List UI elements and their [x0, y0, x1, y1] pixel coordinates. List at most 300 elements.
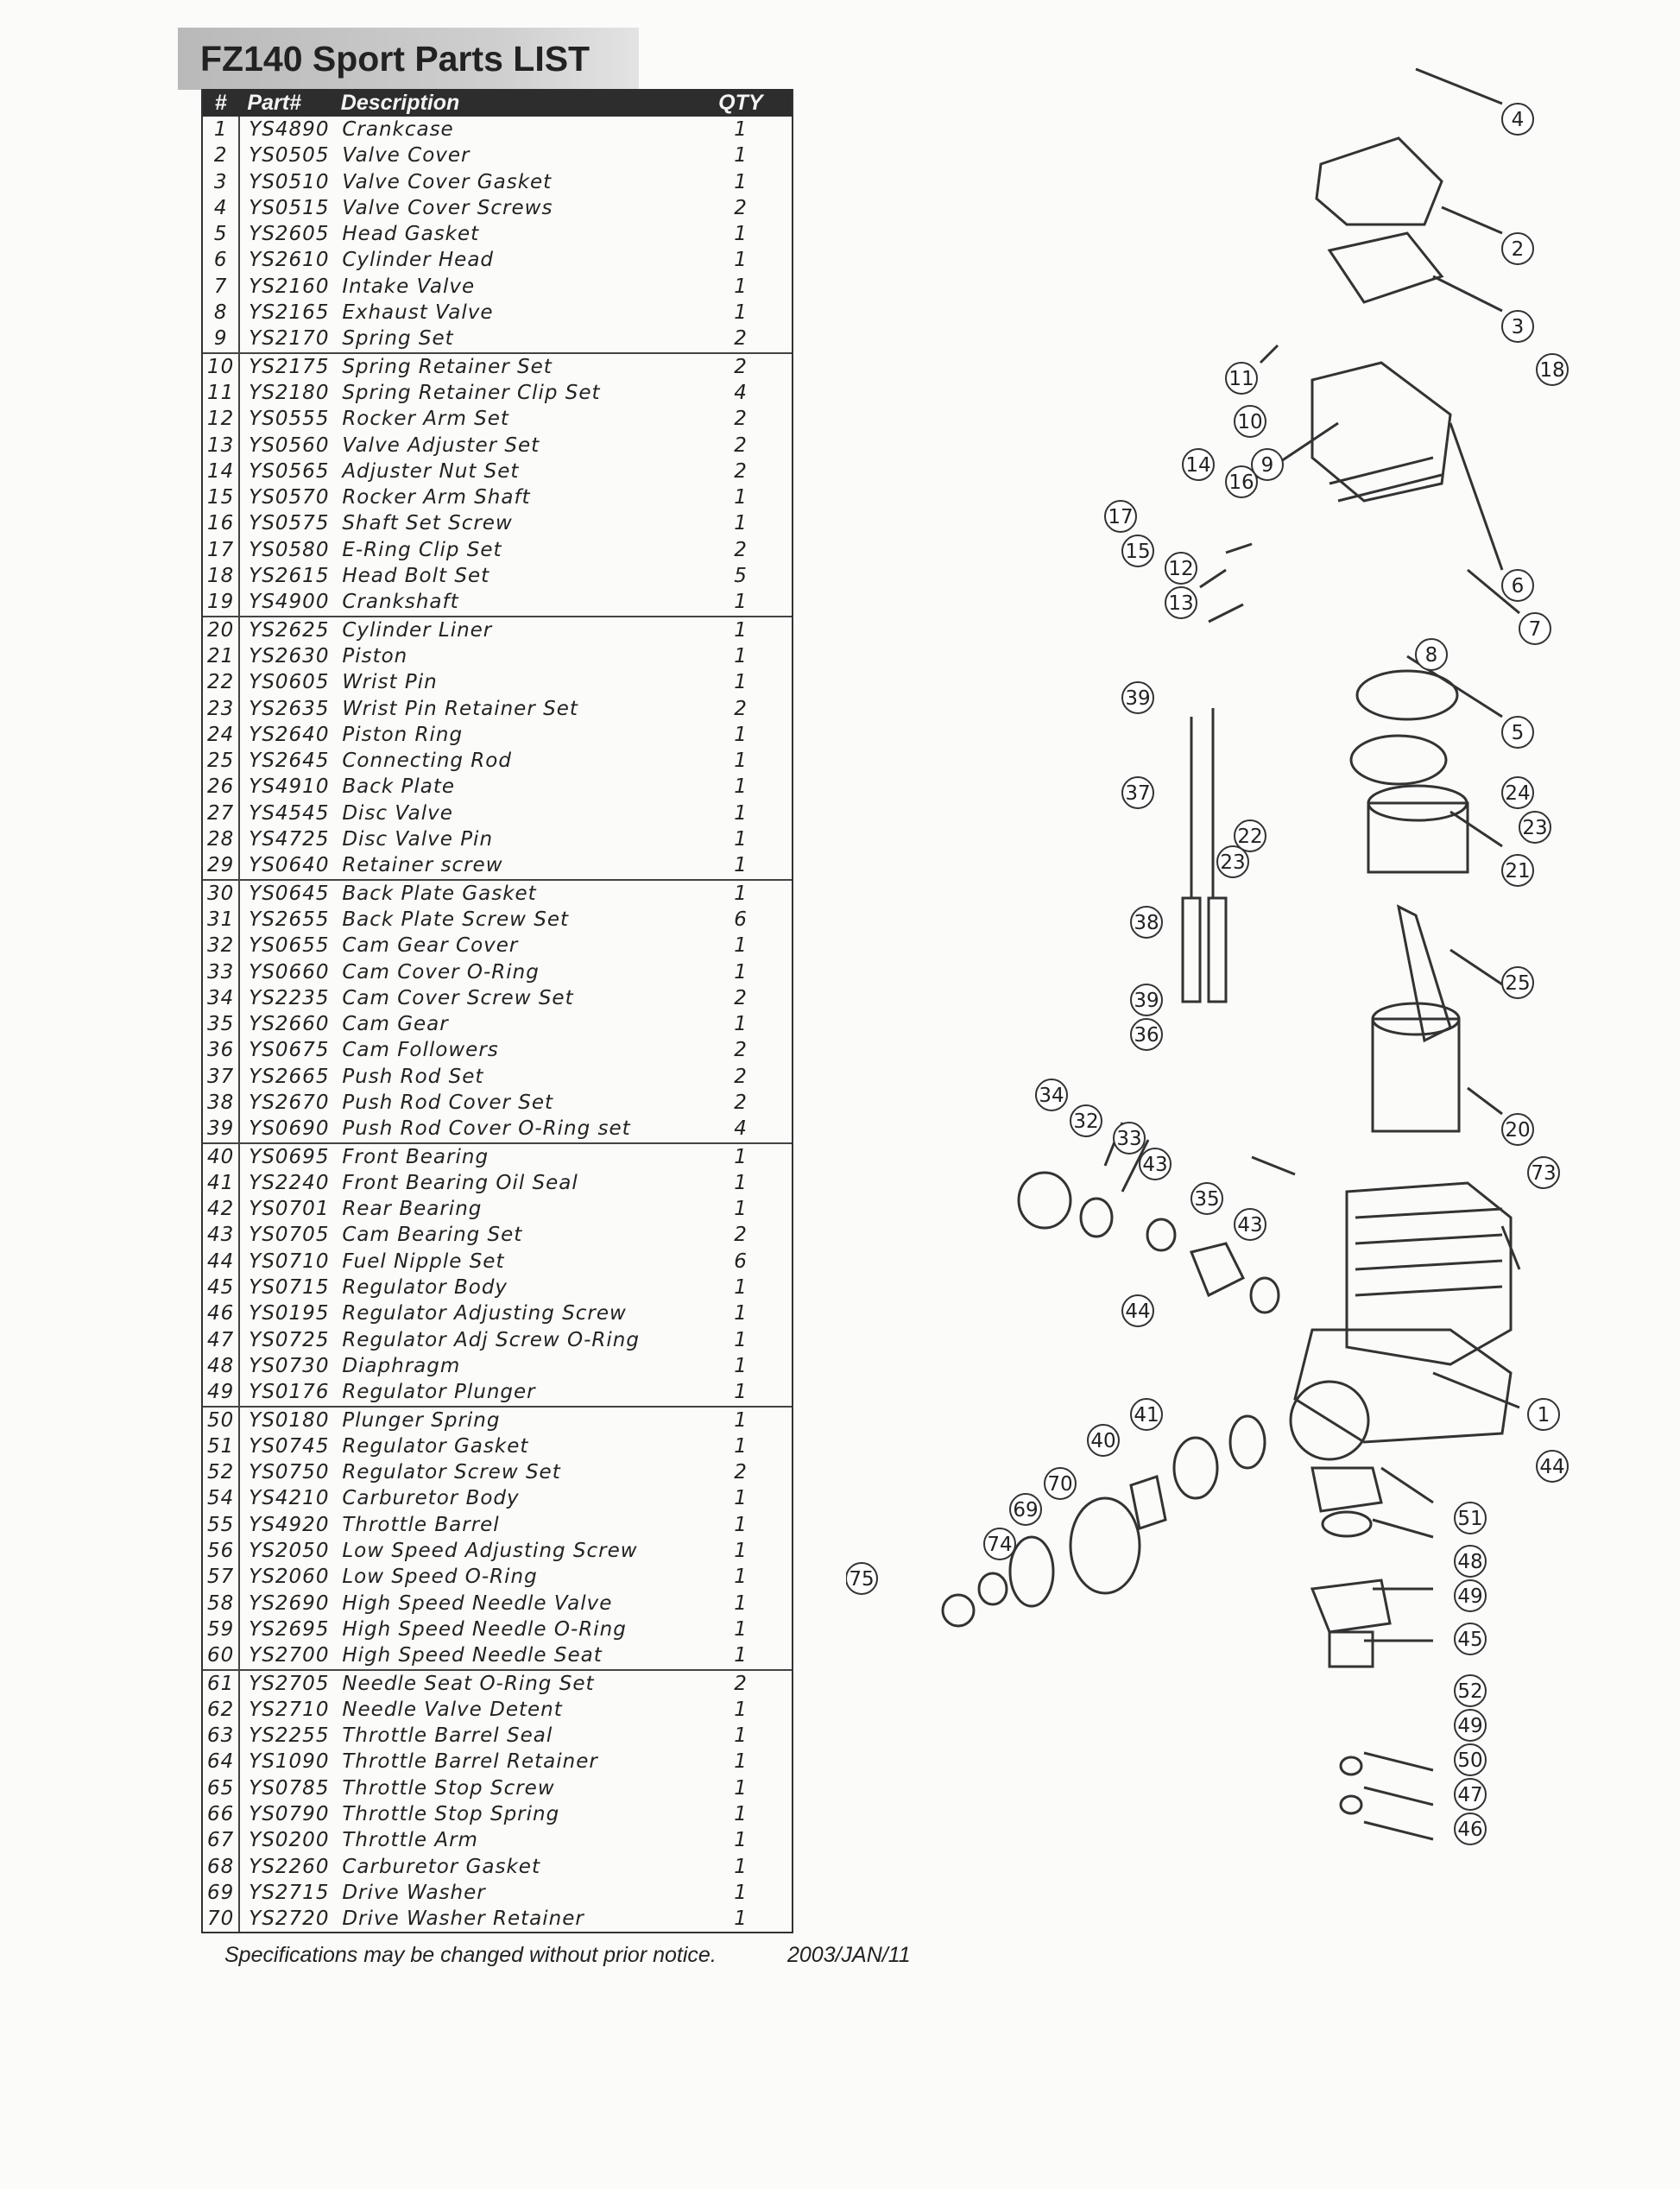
row-quantity: 1 [734, 1591, 748, 1615]
table-row [203, 459, 792, 484]
row-description: Regulator Adjusting Screw [342, 1302, 627, 1325]
row-description: Front Bearing [342, 1145, 489, 1168]
row-number: 49 [203, 1379, 240, 1405]
row-quantity: 1 [734, 934, 748, 958]
row-description: Throttle Barrel Retainer [342, 1750, 598, 1774]
callout-label: 14 [1185, 454, 1211, 477]
row-description: Low Speed Adjusting Screw [342, 1540, 638, 1563]
row-number: 70 [203, 1906, 240, 1932]
table-row [203, 563, 792, 589]
row-part-number: YS2605 [249, 223, 330, 246]
callout-label: 22 [1237, 826, 1263, 848]
row-number: 15 [203, 484, 240, 510]
table-header [203, 89, 792, 117]
row-quantity: 1 [734, 1434, 748, 1458]
table-row [203, 1300, 792, 1326]
row-part-number: YS2635 [249, 697, 330, 720]
row-quantity: 6 [734, 908, 748, 931]
row-description: Connecting Rod [342, 750, 512, 773]
row-description: Spring Retainer Set [342, 355, 553, 378]
row-number: 35 [203, 1011, 240, 1037]
row-description: Back Plate Screw Set [342, 908, 570, 931]
table-row [203, 1485, 792, 1511]
row-part-number: YS0570 [249, 486, 330, 509]
row-quantity: 2 [734, 408, 748, 431]
row-part-number: YS0176 [249, 1381, 330, 1404]
row-part-number: YS0575 [249, 512, 330, 535]
callout-label: 12 [1168, 558, 1194, 580]
row-number: 21 [203, 643, 240, 669]
row-description: Drive Washer [342, 1881, 486, 1904]
row-part-number: YS0180 [249, 1408, 330, 1432]
callout-label: 8 [1424, 644, 1438, 667]
callout-label: 49 [1457, 1585, 1483, 1608]
table-row [203, 1459, 792, 1485]
row-number: 63 [203, 1723, 240, 1749]
callout-label: 75 [849, 1568, 875, 1591]
row-description: Diaphragm [342, 1354, 461, 1377]
callout-label: 4 [1511, 109, 1525, 131]
row-quantity: 2 [734, 1039, 748, 1062]
row-quantity: 1 [734, 1907, 748, 1931]
row-number: 38 [203, 1090, 240, 1116]
row-description: Head Bolt Set [342, 565, 490, 588]
row-part-number: YS2655 [249, 908, 330, 931]
table-row [203, 433, 792, 459]
table-row [203, 1116, 792, 1143]
row-number: 65 [203, 1775, 240, 1801]
row-number: 33 [203, 959, 240, 985]
row-description: Cylinder Head [342, 249, 495, 272]
row-quantity: 1 [734, 1198, 748, 1221]
row-description: Back Plate [342, 775, 455, 799]
row-number: 10 [203, 354, 240, 380]
row-quantity: 1 [734, 118, 748, 141]
table-row [203, 933, 792, 958]
row-number: 14 [203, 459, 240, 484]
callout-label: 2 [1511, 238, 1525, 261]
table-row [203, 1353, 792, 1379]
table-row [203, 1749, 792, 1775]
table-row [203, 1671, 792, 1697]
row-quantity: 1 [734, 775, 748, 799]
row-number: 34 [203, 985, 240, 1011]
row-part-number: YS0725 [249, 1328, 330, 1351]
table-row [203, 326, 792, 353]
row-part-number: YS4210 [249, 1487, 330, 1510]
row-number: 28 [203, 826, 240, 852]
callout-label: 23 [1220, 851, 1246, 874]
row-part-number: YS2160 [249, 275, 330, 298]
row-description: Push Rod Cover Set [342, 1091, 554, 1114]
callout-label: 46 [1457, 1819, 1483, 1841]
table-row [203, 852, 792, 880]
callout-label: 70 [1047, 1473, 1073, 1496]
row-number: 3 [203, 169, 240, 195]
row-number: 56 [203, 1538, 240, 1564]
row-quantity: 1 [734, 1644, 748, 1667]
callout-label: 33 [1116, 1128, 1142, 1150]
row-quantity: 2 [734, 459, 748, 483]
engine-parts-drawing [943, 69, 1519, 1839]
table-row [203, 1775, 792, 1801]
row-quantity: 1 [734, 1698, 748, 1721]
row-quantity: 1 [734, 301, 748, 325]
table-row [203, 380, 792, 406]
row-part-number: YS2610 [249, 249, 330, 272]
callout-label: 41 [1134, 1404, 1159, 1427]
row-number: 16 [203, 510, 240, 536]
row-description: Spring Set [342, 327, 454, 351]
row-quantity: 1 [734, 1487, 748, 1510]
row-description: Wrist Pin [342, 671, 438, 694]
row-quantity: 2 [734, 1091, 748, 1114]
callout-label: 34 [1039, 1085, 1064, 1107]
row-description: Wrist Pin Retainer Set [342, 697, 578, 720]
row-number: 47 [203, 1327, 240, 1353]
row-description: Cam Gear Cover [342, 934, 519, 958]
row-part-number: YS2710 [249, 1698, 330, 1721]
row-part-number: YS4920 [249, 1513, 330, 1536]
row-description: Throttle Stop Spring [342, 1803, 560, 1825]
row-part-number: YS0555 [249, 408, 330, 431]
row-description: Rear Bearing [342, 1198, 483, 1221]
table-row [203, 985, 792, 1011]
row-quantity: 1 [734, 1881, 748, 1904]
table-row [203, 169, 792, 195]
row-description: Cam Followers [342, 1039, 499, 1062]
table-row [203, 1196, 792, 1222]
row-part-number: YS2670 [249, 1091, 330, 1114]
row-number: 69 [203, 1880, 240, 1906]
callout-label: 23 [1522, 817, 1548, 839]
row-number: 61 [203, 1671, 240, 1697]
table-row [203, 748, 792, 774]
row-part-number: YS0715 [249, 1276, 330, 1300]
row-quantity: 1 [734, 1855, 748, 1878]
table-row [203, 510, 792, 536]
row-description: Plunger Spring [342, 1408, 501, 1432]
callout-label: 7 [1528, 618, 1542, 641]
row-number: 66 [203, 1801, 240, 1827]
row-description: Throttle Barrel Seal [342, 1724, 553, 1748]
row-number: 58 [203, 1591, 240, 1616]
row-quantity: 1 [734, 1829, 748, 1852]
row-description: Exhaust Valve [342, 301, 494, 325]
table-row [203, 247, 792, 273]
row-quantity: 2 [734, 1224, 748, 1247]
row-number: 26 [203, 774, 240, 800]
row-number: 25 [203, 748, 240, 774]
row-number: 5 [203, 221, 240, 247]
row-part-number: YS2625 [249, 618, 330, 642]
row-part-number: YS0640 [249, 854, 330, 877]
row-part-number: YS2050 [249, 1540, 330, 1563]
row-number: 68 [203, 1854, 240, 1880]
callout-label: 17 [1108, 506, 1134, 528]
row-description: Crankcase [342, 118, 454, 141]
table-row [203, 221, 792, 247]
header-qty: QTY [718, 91, 763, 115]
row-part-number: YS2665 [249, 1065, 330, 1088]
callout-label: 40 [1090, 1430, 1116, 1452]
row-number: 43 [203, 1222, 240, 1248]
table-row [203, 1170, 792, 1196]
row-number: 41 [203, 1170, 240, 1196]
table-row [203, 1723, 792, 1749]
row-number: 2 [203, 142, 240, 168]
table-row [203, 1591, 792, 1616]
table-row [203, 1090, 792, 1116]
row-description: Piston Ring [342, 723, 464, 746]
table-row [203, 1037, 792, 1063]
table-row [203, 669, 792, 695]
row-quantity: 1 [734, 1276, 748, 1300]
row-quantity: 2 [734, 986, 748, 1009]
table-row [203, 484, 792, 510]
row-number: 4 [203, 195, 240, 221]
row-quantity: 1 [734, 854, 748, 877]
row-number: 39 [203, 1116, 240, 1142]
row-description: Cam Cover Screw Set [342, 986, 574, 1009]
row-number: 19 [203, 589, 240, 615]
row-quantity: 1 [734, 960, 748, 984]
row-number: 57 [203, 1564, 240, 1590]
callout-label: 69 [1013, 1499, 1039, 1522]
row-description: Rocker Arm Shaft [342, 486, 531, 509]
row-part-number: YS2720 [249, 1907, 330, 1931]
callout-label: 15 [1125, 541, 1151, 563]
table-row [203, 1854, 792, 1880]
row-number: 60 [203, 1642, 240, 1668]
row-description: Intake Valve [342, 275, 476, 298]
row-number: 40 [203, 1144, 240, 1170]
row-part-number: YS4900 [249, 591, 330, 614]
row-part-number: YS0565 [249, 459, 330, 483]
row-description: High Speed Needle O-Ring [342, 1617, 627, 1641]
row-quantity: 2 [734, 1065, 748, 1088]
table-row [203, 1011, 792, 1037]
row-number: 8 [203, 300, 240, 326]
header-num: # [214, 91, 227, 115]
table-row [203, 1801, 792, 1827]
row-part-number: YS0200 [249, 1829, 330, 1852]
table-row [203, 907, 792, 933]
row-part-number: YS0605 [249, 671, 330, 694]
header-part: Part# [247, 91, 301, 115]
row-quantity: 6 [734, 1250, 748, 1273]
row-quantity: 1 [734, 1724, 748, 1748]
callout-label: 37 [1125, 782, 1151, 805]
row-description: Throttle Stop Screw [342, 1776, 555, 1800]
table-row [203, 589, 792, 617]
row-part-number: YS2165 [249, 301, 330, 325]
row-quantity: 1 [734, 1354, 748, 1377]
row-part-number: YS0660 [249, 960, 330, 984]
callout-label: 32 [1073, 1110, 1099, 1133]
row-description: Cylinder Liner [342, 618, 493, 642]
row-quantity: 1 [734, 1302, 748, 1325]
callout-label: 51 [1457, 1508, 1483, 1530]
row-quantity: 1 [734, 828, 748, 851]
exploded-engine-diagram [846, 52, 1675, 1882]
row-quantity: 1 [734, 723, 748, 746]
callout-label: 47 [1457, 1784, 1483, 1806]
row-description: Push Rod Cover O-Ring set [342, 1117, 631, 1141]
row-part-number: YS2645 [249, 750, 330, 773]
callout-label: 43 [1237, 1214, 1263, 1237]
row-description: Push Rod Set [342, 1065, 484, 1088]
table-row [203, 1275, 792, 1300]
row-part-number: YS2240 [249, 1171, 330, 1194]
callout-label: 52 [1457, 1680, 1483, 1703]
row-part-number: YS0560 [249, 433, 330, 457]
row-number: 50 [203, 1408, 240, 1433]
row-part-number: YS1090 [249, 1750, 330, 1774]
row-number: 18 [203, 563, 240, 589]
row-part-number: YS0690 [249, 1117, 330, 1141]
table-row [203, 881, 792, 907]
table-row [203, 142, 792, 168]
row-quantity: 1 [734, 1013, 748, 1036]
row-part-number: YS0701 [249, 1198, 330, 1221]
table-row [203, 300, 792, 326]
table-row [203, 1906, 792, 1932]
row-part-number: YS0730 [249, 1354, 330, 1377]
row-number: 17 [203, 537, 240, 563]
table-row [203, 1697, 792, 1723]
row-description: Head Gasket [342, 223, 480, 246]
table-row [203, 1616, 792, 1642]
callout-label: 10 [1237, 411, 1263, 433]
row-part-number: YS0785 [249, 1776, 330, 1800]
row-description: Regulator Gasket [342, 1434, 529, 1458]
row-quantity: 2 [734, 1672, 748, 1695]
table-body [203, 117, 792, 1932]
table-row [203, 117, 792, 142]
row-quantity: 1 [734, 1750, 748, 1774]
row-quantity: 1 [734, 1171, 748, 1194]
row-quantity: 1 [734, 512, 748, 535]
row-description: High Speed Needle Seat [342, 1644, 603, 1667]
callout-label: 39 [1125, 687, 1151, 710]
callout-label: 73 [1531, 1162, 1557, 1185]
row-quantity: 1 [734, 1513, 748, 1536]
callout-label: 5 [1511, 722, 1525, 744]
table-row [203, 1512, 792, 1538]
callout-label: 44 [1125, 1300, 1151, 1323]
page-title: FZ140 Sport Parts LIST [178, 28, 639, 90]
row-part-number: YS4725 [249, 828, 330, 851]
row-description: Carburetor Body [342, 1487, 520, 1510]
row-quantity: 1 [734, 275, 748, 298]
row-number: 1 [203, 117, 240, 142]
row-number: 23 [203, 696, 240, 722]
row-part-number: YS4545 [249, 801, 330, 825]
row-number: 31 [203, 907, 240, 933]
table-row [203, 774, 792, 800]
table-row [203, 537, 792, 563]
row-number: 46 [203, 1300, 240, 1326]
row-description: Carburetor Gasket [342, 1855, 540, 1878]
row-description: Fuel Nipple Set [342, 1250, 505, 1273]
row-description: Cam Bearing Set [342, 1224, 523, 1247]
row-number: 12 [203, 406, 240, 432]
table-row [203, 1144, 792, 1170]
row-quantity: 2 [734, 355, 748, 378]
table-row [203, 826, 792, 852]
callout-label: 44 [1539, 1456, 1565, 1478]
row-part-number: YS0580 [249, 538, 330, 561]
row-description: Rocker Arm Set [342, 408, 509, 431]
row-quantity: 1 [734, 882, 748, 905]
row-quantity: 1 [734, 1803, 748, 1825]
row-number: 32 [203, 933, 240, 958]
row-quantity: 1 [734, 1540, 748, 1563]
row-part-number: YS2640 [249, 723, 330, 746]
row-part-number: YS2255 [249, 1724, 330, 1748]
row-description: Retainer screw [342, 854, 503, 877]
row-quantity: 2 [734, 697, 748, 720]
callout-label: 13 [1168, 592, 1194, 615]
callout-label: 18 [1539, 359, 1565, 382]
row-part-number: YS0195 [249, 1302, 330, 1325]
row-number: 30 [203, 881, 240, 907]
row-description: Spring Retainer Clip Set [342, 381, 601, 404]
row-description: Piston [342, 644, 408, 667]
callout-label: 50 [1457, 1749, 1483, 1772]
row-quantity: 1 [734, 144, 748, 168]
table-row [203, 617, 792, 643]
row-part-number: YS2060 [249, 1566, 330, 1589]
row-quantity: 1 [734, 249, 748, 272]
row-description: Needle Valve Detent [342, 1698, 563, 1721]
callout-label: 24 [1505, 782, 1531, 805]
table-row [203, 1408, 792, 1433]
row-part-number: YS4910 [249, 775, 330, 799]
row-quantity: 1 [734, 223, 748, 246]
row-part-number: YS0505 [249, 144, 330, 168]
callout-label: 35 [1194, 1188, 1220, 1211]
table-row [203, 1827, 792, 1853]
row-number: 64 [203, 1749, 240, 1775]
row-quantity: 1 [734, 1328, 748, 1351]
callout-label: 1 [1537, 1404, 1551, 1427]
row-part-number: YS0675 [249, 1039, 330, 1062]
row-quantity: 2 [734, 1461, 748, 1484]
callout-label: 38 [1134, 912, 1159, 934]
row-quantity: 4 [734, 1117, 748, 1141]
row-quantity: 2 [734, 538, 748, 561]
row-number: 62 [203, 1697, 240, 1723]
row-description: Drive Washer Retainer [342, 1907, 584, 1931]
row-quantity: 1 [734, 801, 748, 825]
row-description: Valve Cover [342, 144, 471, 168]
table-row [203, 1880, 792, 1906]
callout-label: 45 [1457, 1629, 1483, 1651]
row-quantity: 4 [734, 381, 748, 404]
row-part-number: YS4890 [249, 118, 330, 141]
row-description: Throttle Barrel [342, 1513, 500, 1536]
row-quantity: 1 [734, 1566, 748, 1589]
row-part-number: YS0745 [249, 1434, 330, 1458]
row-description: Regulator Screw Set [342, 1461, 561, 1484]
callout-label: 21 [1505, 860, 1531, 883]
row-part-number: YS0645 [249, 882, 330, 905]
table-row [203, 800, 792, 826]
table-row [203, 1642, 792, 1670]
table-row [203, 1564, 792, 1590]
